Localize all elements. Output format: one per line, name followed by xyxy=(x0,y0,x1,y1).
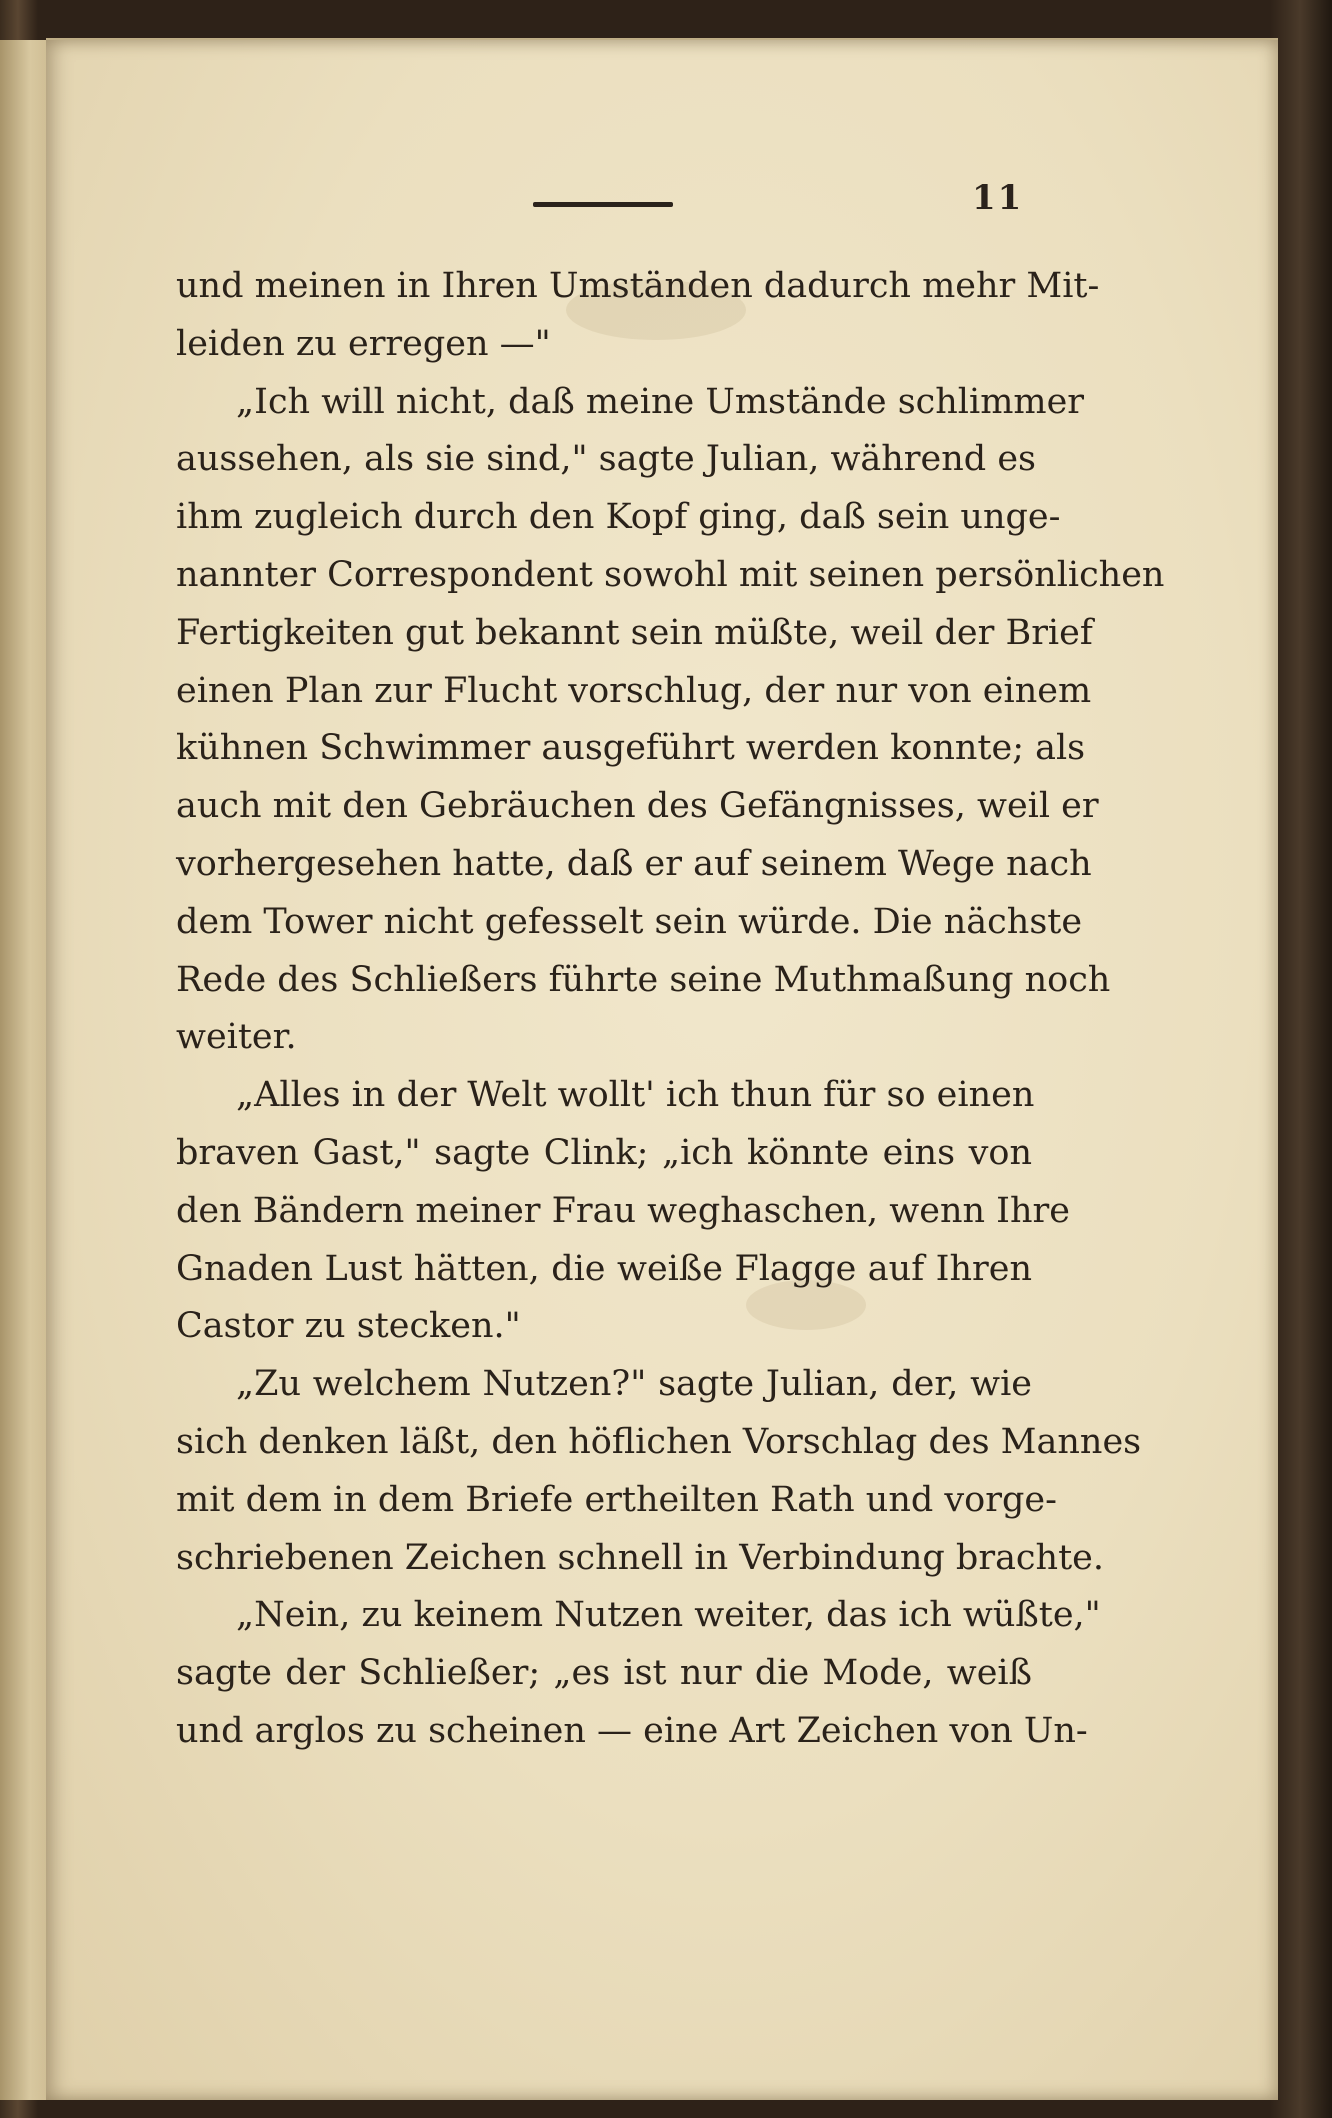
text-line: Castor zu stecken." xyxy=(176,1306,521,1347)
text-line: „Zu welchem Nutzen?" sagte Julian, der, wie xyxy=(236,1364,1032,1405)
text-line: „Nein, zu keinem Nutzen weiter, das ich wüßte," xyxy=(236,1595,1101,1636)
page-number: 11 xyxy=(972,178,1024,218)
text-line: weiter. xyxy=(176,1017,297,1058)
body-text xyxy=(176,258,1165,1761)
text-line: leiden zu erregen —" xyxy=(176,323,551,364)
text-line: Gnaden Lust hätten, die weiße Flagge auf Ihren xyxy=(176,1248,1032,1289)
text-line: Rede des Schließers führte seine Muthmaßung noch xyxy=(176,959,1111,1000)
text-line: kühnen Schwimmer ausgeführt werden konnte; als xyxy=(176,728,1086,769)
text-line: schriebenen Zeichen schnell in Verbindung brachte. xyxy=(176,1537,1104,1578)
text-line: den Bändern meiner Frau weghaschen, wenn Ihre xyxy=(176,1190,1070,1231)
text-line: und meinen in Ihren Umständen dadurch mehr Mit- xyxy=(176,266,1100,306)
text-line: und arglos zu scheinen — eine Art Zeichen von Un- xyxy=(176,1710,1088,1751)
text-line: „Ich will nicht, daß meine Umstände schlimmer xyxy=(236,381,1085,422)
text-line: aussehen, als sie sind," sagte Julian, während es xyxy=(176,439,1036,480)
text-line: „Alles in der Welt wollt' ich thun für so einen xyxy=(236,1075,1035,1116)
text-line: mit dem in dem Briefe ertheilten Rath und vorge- xyxy=(176,1479,1057,1520)
text-line: auch mit den Gebräuchen des Gefängnisses, weil er xyxy=(176,786,1099,827)
text-line: dem Tower nicht gefesselt sein würde. Die nächste xyxy=(176,901,1083,942)
text-line: sagte der Schließer; „es ist nur die Mode, weiß xyxy=(176,1653,1032,1694)
text-line: Fertigkeiten gut bekannt sein müßte, weil der Brief xyxy=(176,612,1093,653)
text-line: braven Gast," sagte Clink; „ich könnte eins von xyxy=(176,1132,1032,1173)
text-line: vorhergesehen hatte, daß er auf seinem Wege nach xyxy=(176,843,1092,884)
header-rule xyxy=(533,202,673,207)
text-line: einen Plan zur Flucht vorschlug, der nur von einem xyxy=(176,670,1092,711)
previous-page-edge xyxy=(0,40,52,2100)
text-line: sich denken läßt, den höflichen Vorschlag des Mannes xyxy=(176,1421,1142,1462)
text-line: nannter Correspondent sowohl mit seinen persönlichen xyxy=(176,554,1165,595)
text-line: ihm zugleich durch den Kopf ging, daß sein unge- xyxy=(176,497,1061,538)
